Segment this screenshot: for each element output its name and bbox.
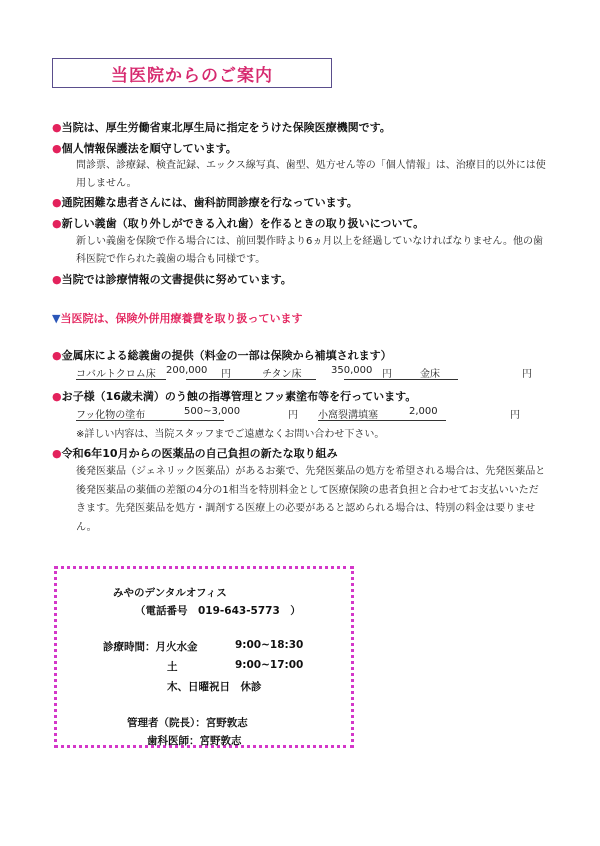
clinic-name: みやのデンタルオフィス: [113, 587, 227, 599]
notice-item-home-visit: [52, 194, 358, 210]
bullet-icon: ●: [52, 142, 62, 155]
page-title: 当医院からのご案内: [111, 65, 273, 86]
saturday-label: 土: [167, 661, 178, 673]
notice-text: 個人情報保護法を順守しています。: [61, 142, 237, 155]
price-label-sealant: 小窩裂溝填塞: [318, 410, 378, 421]
service-item-metal-denture: [52, 347, 392, 363]
price-label-fluoride: フッ化物の塗布: [76, 410, 146, 421]
section-heading-text: 当医院は、保険外併用療養費を取り扱っています: [60, 312, 303, 325]
underline: [344, 379, 458, 380]
generic-drugs-description: 後発医薬品（ジェネリック医薬品）があるお薬で、先発医薬品の処方を希望される場合は、先発医薬品と後発医薬品の薬価の差額の4分の1相当を特別料金として医療保険の患者負担と合わせてお支払いいただきます。先発医薬品を処方・調剤する医療上の必要があると認められる場合は、特別の料金は要りません。: [76, 466, 546, 533]
clinic-info-box: [54, 566, 354, 748]
underline: [318, 420, 446, 421]
closed-days: 木、日曜祝日 休診: [167, 681, 262, 693]
service-text: 令和6年10月からの医薬品の自己負担の新たな取り組み: [61, 447, 338, 460]
price-value-fluoride: 500~3,000: [184, 406, 241, 417]
underline: [90, 379, 156, 380]
notice-text: 当院では診療情報の文書提供に努めています。: [61, 273, 292, 286]
underline: [186, 379, 316, 380]
clinic-dentist: 歯科医師：宮野敦志: [147, 735, 242, 747]
price-unit: 円: [288, 410, 298, 421]
hours-label: 診療時間：月火水金: [103, 641, 198, 653]
bullet-icon: ●: [52, 196, 62, 209]
price-value-cobalt: 200,000: [166, 365, 208, 376]
bullet-icon: ●: [52, 217, 62, 230]
denture-description: 新しい義歯を保険で作る場合には、前回製作時より6ヵ月以上を経過していなければなりません。他の歯科医院で作られた義歯の場合も同様です。: [76, 236, 543, 265]
price-label-cobalt: コバルトクロム床: [76, 369, 156, 380]
service-text: 金属床による総義歯の提供（料金の一部は保険から補填されます）: [61, 349, 392, 362]
inquiry-note: ※詳しい内容は、当院スタッフまでご遠慮なくお問い合わせ下さい。: [76, 429, 385, 440]
bullet-icon: ●: [52, 121, 62, 134]
price-label-titanium: チタン床: [262, 369, 302, 380]
service-text: お子様（16歳未満）のう蝕の指導管理とフッ素塗布等を行っています。: [61, 390, 417, 403]
bullet-icon: ●: [52, 349, 62, 362]
notice-text: 新しい義歯（取り外しができる入れ歯）を作るときの取り扱いについて。: [61, 217, 425, 230]
notice-item-privacy: [52, 140, 237, 156]
price-unit: 円: [221, 369, 231, 380]
clinic-director: 管理者（院長）：宮野敦志: [127, 717, 248, 729]
service-item-generic-drugs: [52, 445, 338, 461]
price-unit: 円: [522, 369, 532, 380]
notice-text: 通院困難な患者さんには、歯科訪問診療を行なっています。: [61, 196, 358, 209]
notice-item-insurance: [52, 119, 391, 135]
notice-item-documents: [52, 271, 292, 287]
bullet-icon: ●: [52, 447, 62, 460]
price-unit: 円: [382, 369, 392, 380]
section-heading: [52, 310, 302, 326]
price-label-gold: 金床: [420, 369, 440, 380]
triangle-down-icon: ▼: [52, 312, 61, 325]
bullet-icon: ●: [52, 273, 62, 286]
hours-weekday: 9:00~18:30: [235, 639, 304, 651]
bullet-icon: ●: [52, 390, 62, 403]
underline: [76, 420, 224, 421]
price-value-sealant: 2,000: [409, 406, 438, 417]
price-unit: 円: [510, 410, 520, 421]
service-item-fluoride: [52, 388, 416, 404]
saturday-hours: 9:00~17:00: [235, 659, 304, 671]
notice-item-denture: [52, 215, 424, 231]
price-value-titanium: 350,000: [331, 365, 373, 376]
privacy-description: 問診票、診療録、検査記録、エックス線写真、歯型、処方せん等の「個人情報」は、治療目的以外には使用しません。: [76, 160, 546, 189]
notice-text: 当院は、厚生労働省東北厚生局に指定をうけた保険医療機関です。: [61, 121, 391, 134]
clinic-phone: （電話番号 019-643-5773 ）: [135, 605, 301, 617]
page-title-box: [52, 58, 332, 88]
